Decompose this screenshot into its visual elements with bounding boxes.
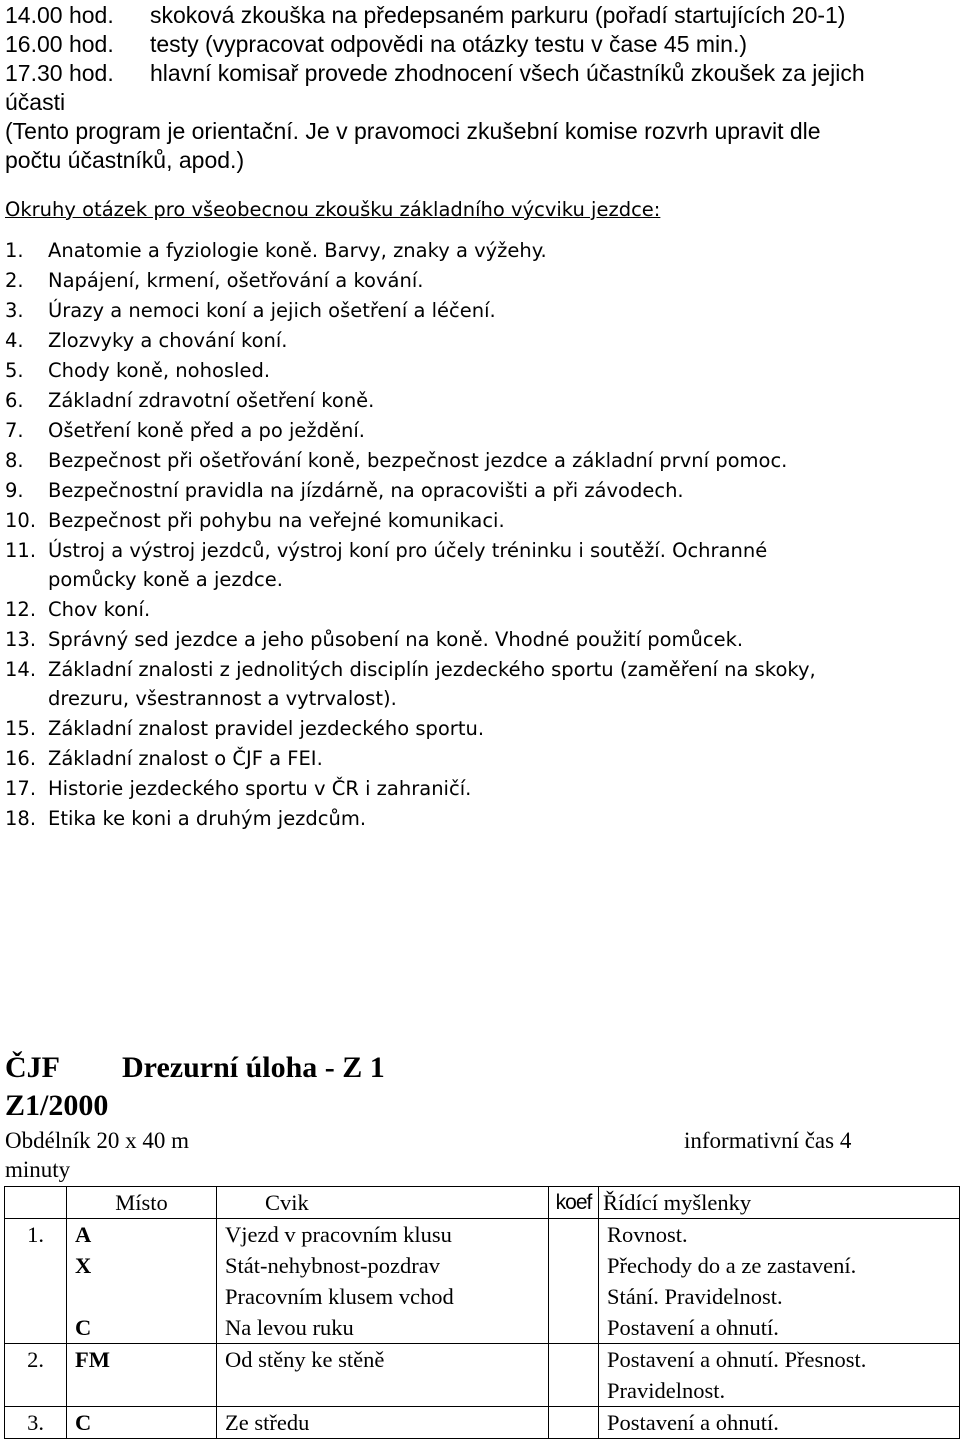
- dressage-title: Drezurní úloha - Z 1: [122, 1051, 385, 1084]
- topic-text: Základní znalost pravidel jezdeckého sportu.: [48, 717, 485, 740]
- table-header-row: [5, 1187, 960, 1219]
- row-ideas-line: Stání. Pravidelnost.: [607, 1284, 783, 1309]
- schedule-time: 16.00 hod.: [5, 31, 114, 57]
- table-row: [5, 1407, 960, 1439]
- topic-text: Správný sed jezdce a jeho působení na koně. Vhodné použití pomůcek.: [48, 628, 744, 651]
- org-abbrev: ČJF: [5, 1051, 60, 1084]
- topic-number: 9.: [5, 479, 24, 502]
- row-move: [217, 1407, 549, 1439]
- schedule-text: skoková zkouška na předepsaném parkuru (pořadí startujících 20-1): [150, 2, 846, 28]
- topic-text: Bezpečnost při ošetřování koně, bezpečnost jezdce a základní první pomoc.: [48, 449, 788, 472]
- schedule-line-continuation: [5, 88, 65, 117]
- row-move-line: Stát-nehybnost-pozdrav: [225, 1253, 440, 1278]
- topic-text: Bezpečnostní pravidla na jízdárně, na opracovišti a při závodech.: [48, 479, 684, 502]
- topic-text: Chov koní.: [48, 598, 151, 621]
- row-place-line: FM: [75, 1347, 110, 1372]
- header-move: Cvik: [217, 1187, 549, 1219]
- schedule-line: [5, 59, 865, 88]
- topic-number: 1.: [5, 239, 24, 262]
- row-ideas-line: Přechody do a ze zastavení.: [607, 1253, 857, 1278]
- row-move: [217, 1219, 549, 1344]
- topic-number: 18.: [5, 807, 37, 830]
- topic-text: pomůcky koně a jezdce.: [48, 568, 283, 591]
- topic-text: Etika ke koni a druhým jezdcům.: [48, 807, 367, 830]
- schedule-line: [5, 30, 747, 59]
- topic-number: 16.: [5, 747, 37, 770]
- row-ideas-line: Rovnost.: [607, 1222, 688, 1247]
- topic-text: Zlozvyky a chování koní.: [48, 329, 288, 352]
- row-place: [67, 1344, 217, 1407]
- topic-number: 15.: [5, 717, 37, 740]
- schedule-text: hlavní komisař provede zhodnocení všech účastníků zkoušek za jejich: [150, 60, 865, 86]
- topic-text: Historie jezdeckého sportu v ČR i zahraničí.: [48, 777, 472, 800]
- row-place: [67, 1219, 217, 1344]
- row-ideas-line: Postavení a ohnutí.: [607, 1410, 779, 1435]
- row-ideas-line: Postavení a ohnutí. Přesnost.: [607, 1347, 867, 1372]
- schedule-text: testy (vypracovat odpovědi na otázky testu v čase 45 min.): [150, 31, 748, 57]
- topic-text: Základní znalost o ČJF a FEI.: [48, 747, 323, 770]
- row-ideas: [599, 1344, 960, 1407]
- row-move-line: Vjezd v pracovním klusu: [225, 1222, 452, 1247]
- row-place-line: C: [75, 1315, 92, 1340]
- schedule-time: 17.30 hod.: [5, 60, 114, 86]
- topic-text: drezuru, všestrannost a vytrvalost).: [48, 687, 397, 710]
- row-ideas: [599, 1407, 960, 1439]
- row-num: 2.: [5, 1344, 67, 1407]
- dressage-code: Z1/2000: [5, 1089, 109, 1122]
- row-place-line: X: [75, 1253, 92, 1278]
- topic-text: Základní zdravotní ošetření koně.: [48, 389, 375, 412]
- header-place: Místo: [67, 1187, 217, 1219]
- topic-number: 5.: [5, 359, 24, 382]
- row-move-line: Od stěny ke stěně: [225, 1347, 385, 1372]
- header-koef: koef: [549, 1187, 599, 1219]
- table-row: [5, 1344, 960, 1407]
- row-koef: [549, 1344, 599, 1407]
- row-move: [217, 1344, 549, 1407]
- row-ideas: [599, 1219, 960, 1344]
- row-place-line: [75, 1281, 216, 1312]
- topic-number: 14.: [5, 658, 37, 681]
- topic-number: 13.: [5, 628, 37, 651]
- row-koef: [549, 1407, 599, 1439]
- topic-text: Ošetření koně před a po ježdění.: [48, 419, 365, 442]
- schedule-text: účasti: [5, 89, 66, 115]
- topic-text: Úrazy a nemoci koní a jejich ošetření a léčení.: [48, 299, 496, 322]
- row-koef: [549, 1219, 599, 1344]
- topic-text: Ústroj a výstroj jezdců, výstroj koní pro účely tréninku i soutěží. Ochranné: [48, 539, 768, 562]
- topic-number: 11.: [5, 539, 37, 562]
- topic-text: Bezpečnost při pohybu na veřejné komunikaci.: [48, 509, 505, 532]
- topics-heading: Okruhy otázek pro všeobecnou zkoušku základního výcviku jezdce:: [5, 198, 661, 221]
- header-num: [5, 1187, 67, 1219]
- row-place-line: C: [75, 1410, 92, 1435]
- row-place-line: A: [75, 1222, 92, 1247]
- schedule-line: [5, 1, 845, 30]
- row-place: [67, 1407, 217, 1439]
- table-row: [5, 1219, 960, 1344]
- row-ideas-line: Pravidelnost.: [607, 1378, 726, 1403]
- row-move-line: Pracovním klusem vchod: [225, 1284, 454, 1309]
- topic-number: 17.: [5, 777, 37, 800]
- time-info: informativní čas 4: [684, 1128, 852, 1153]
- row-move-line: Ze středu: [225, 1410, 310, 1435]
- topic-number: 12.: [5, 598, 37, 621]
- time-info-continuation: minuty: [5, 1157, 71, 1182]
- topic-number: 3.: [5, 299, 24, 322]
- header-ideas: Řídící myšlenky: [599, 1187, 960, 1219]
- topic-text: Napájení, krmení, ošetřování a kování.: [48, 269, 424, 292]
- topic-text: Chody koně, nohosled.: [48, 359, 271, 382]
- arena-size: Obdélník 20 x 40 m: [5, 1128, 189, 1153]
- topic-text: Základní znalosti z jednolitých disciplín jezdeckého sportu (zaměření na skoky,: [48, 658, 816, 681]
- row-move-line: Na levou ruku: [225, 1315, 354, 1340]
- program-note: (Tento program je orientační. Je v pravomoci zkušební komise rozvrh upravit dle: [5, 118, 821, 144]
- row-ideas-line: Postavení a ohnutí.: [607, 1315, 779, 1340]
- topic-text: Anatomie a fyziologie koně. Barvy, znaky a výžehy.: [48, 239, 547, 262]
- topic-number: 10.: [5, 509, 37, 532]
- topic-number: 4.: [5, 329, 24, 352]
- dressage-table: [4, 1186, 960, 1439]
- topic-number: 2.: [5, 269, 24, 292]
- program-note: počtu účastníků, apod.): [5, 147, 245, 173]
- row-num: 1.: [5, 1219, 67, 1344]
- topic-number: 6.: [5, 389, 24, 412]
- schedule-time: 14.00 hod.: [5, 2, 114, 28]
- row-num: 3.: [5, 1407, 67, 1439]
- topic-number: 8.: [5, 449, 24, 472]
- topic-number: 7.: [5, 419, 24, 442]
